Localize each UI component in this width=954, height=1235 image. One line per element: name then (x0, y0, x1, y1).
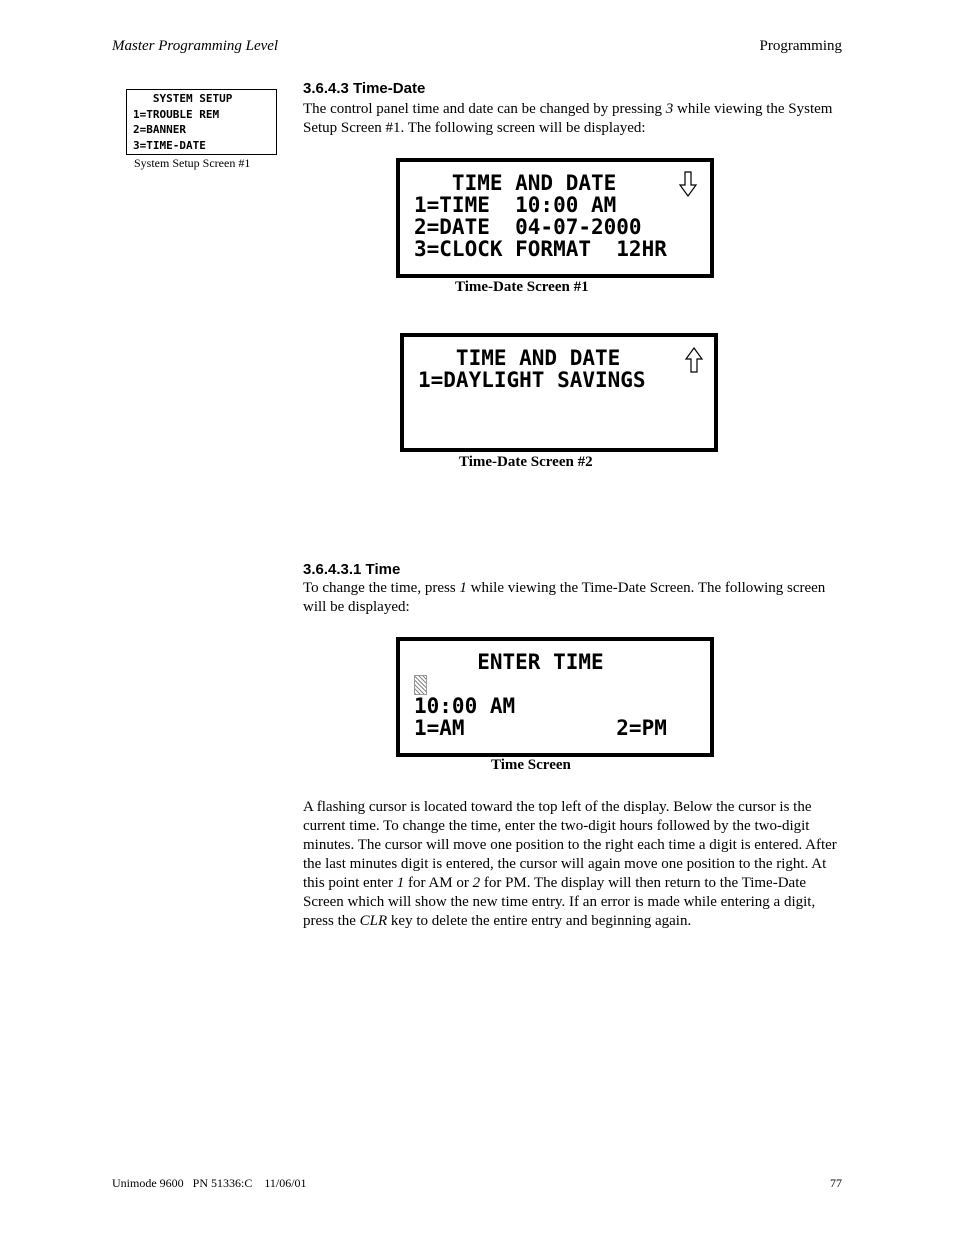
time-date-screen-2 (400, 333, 718, 452)
flashing-cursor-icon (414, 675, 427, 695)
time-date-screen-1 (396, 158, 714, 278)
time-screen (396, 637, 714, 757)
time-date-screen-1-caption: Time-Date Screen #1 (455, 279, 589, 295)
section-heading-time: 3.6.4.3.1 Time (303, 561, 401, 578)
time-date-screen-2-caption: Time-Date Screen #2 (459, 454, 593, 470)
section-heading-time-date: 3.6.4.3 Time-Date (303, 80, 426, 97)
lcd-line: 1=AM 2=PM (414, 716, 667, 740)
page-number: 77 (830, 1176, 842, 1190)
system-setup-screen (126, 89, 277, 155)
lcd-line: ENTER TIME (414, 650, 604, 674)
lcd-line: 10:00 AM (414, 694, 516, 718)
lcd-line-cursor (414, 673, 710, 695)
lcd-line: SYSTEM SETUP (133, 92, 233, 105)
section-paragraph-time: To change the time, press 1 while viewing the Time-Date Screen. The following screen will be displayed: (303, 580, 826, 615)
lcd-line: 2=DATE 04-07-2000 (414, 215, 642, 239)
section-paragraph-time-date: The control panel time and date can be changed by pressing 3 while viewing the System Setup Screen #1. The following screen will be displayed: (303, 101, 833, 136)
lcd-line: TIME AND DATE (418, 346, 621, 370)
lcd-line: 1=TROUBLE REM (133, 107, 220, 121)
cursor-instructions-paragraph: A flashing cursor is located toward the top left of the display. Below the cursor is the current time. To change the time, enter the two-digit hours followed by the two-digit minutes. The cursor will move one position to the right each time a digit is entered. After the last minutes digit is entered, the cursor will again move one position to the right. At this point enter 1 for AM or 2 for PM. The display will then return to the Time-Date Screen which will show the new time entry. If an error is made while entering a digit, press the CLR key to delete the entire entry and beginning again. (303, 799, 837, 929)
time-screen-caption: Time Screen (491, 757, 571, 773)
system-setup-caption: System Setup Screen #1 (134, 156, 251, 170)
running-header-title: Master Programming Level (112, 38, 279, 54)
lcd-line: 1=DAYLIGHT SAVINGS (418, 368, 646, 392)
up-arrow-icon (684, 346, 704, 374)
lcd-line: 1=TIME 10:00 AM (414, 193, 617, 217)
running-header-section: Programming (759, 38, 842, 54)
down-arrow-icon (678, 170, 698, 198)
lcd-line: 2=BANNER (133, 123, 186, 136)
lcd-line: TIME AND DATE (414, 171, 617, 195)
lcd-line: 3=TIME-DATE (133, 138, 206, 152)
lcd-line: 3=CLOCK FORMAT 12HR (414, 237, 667, 261)
footer-doc-id: Unimode 9600 PN 51336:C 11/06/01 (112, 1176, 307, 1190)
